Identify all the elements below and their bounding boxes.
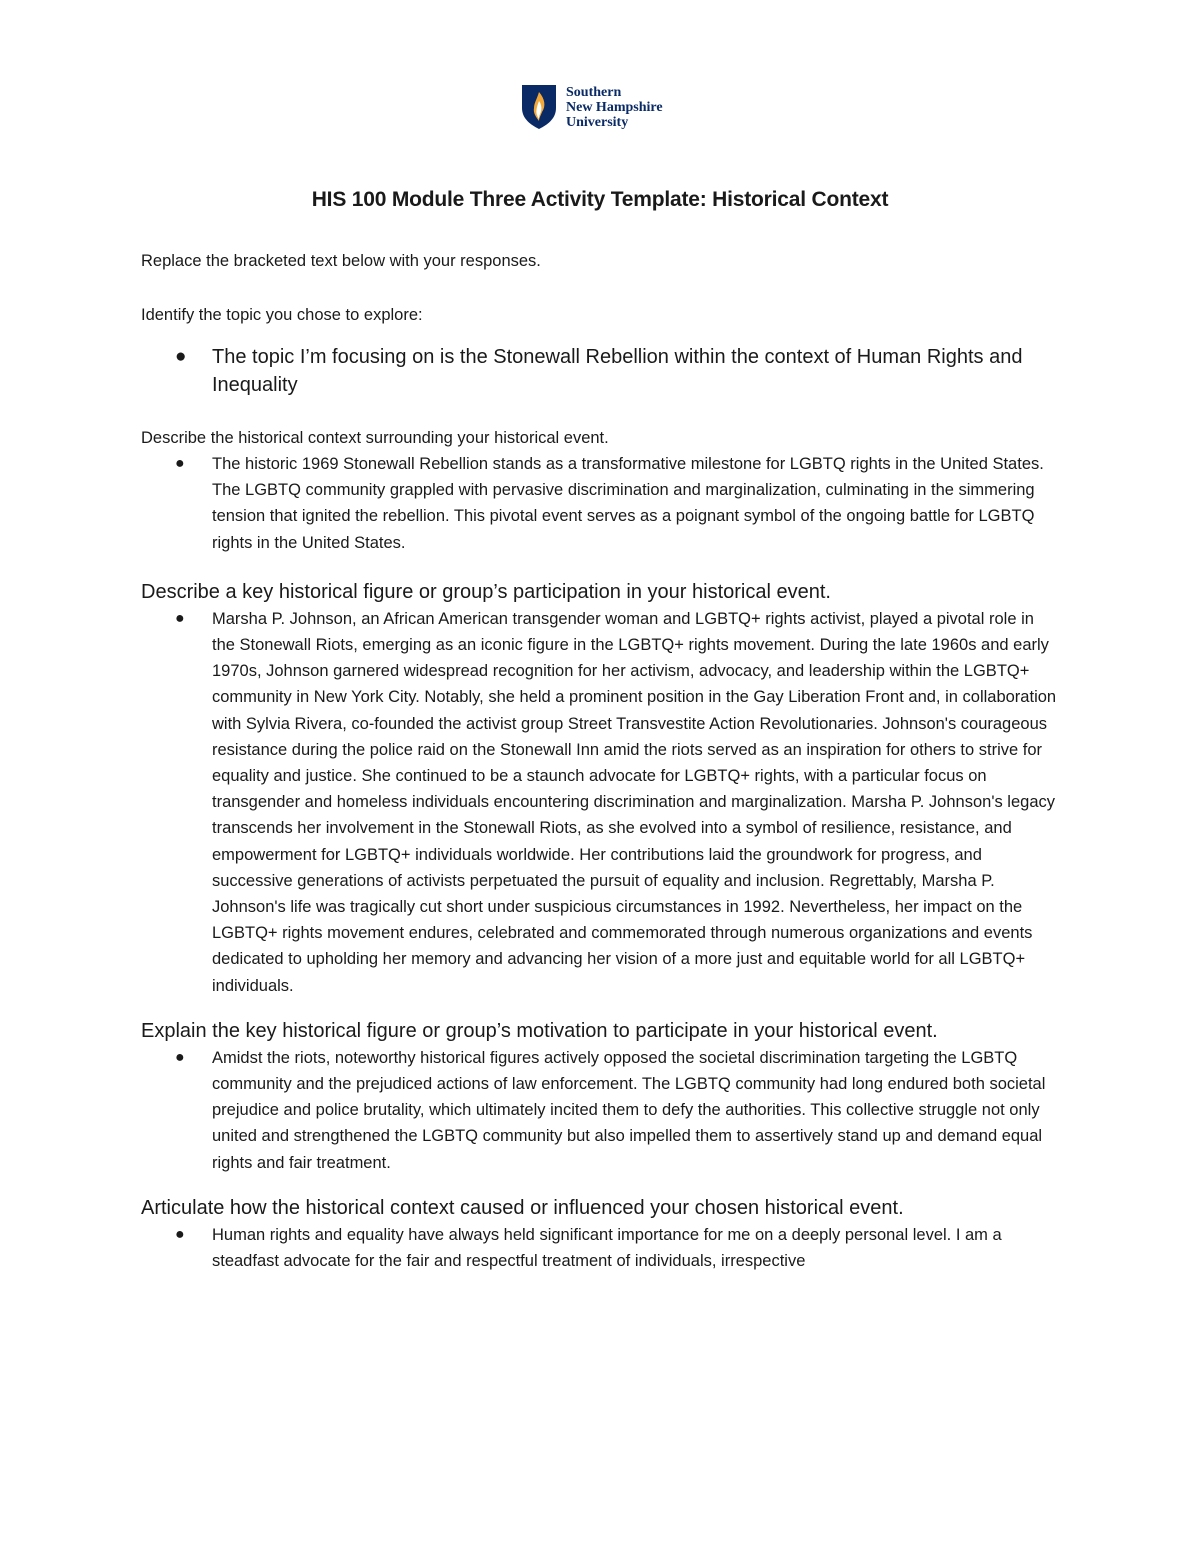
university-logo <box>521 84 691 134</box>
document-body <box>141 248 1061 1274</box>
influence-answer: Human rights and equality have always held significant importance for me on a deeply personal level. I am a steadfast advocate for the fair and respectful treatment of individuals, irrespective <box>212 1225 1002 1271</box>
context-prompt: Describe the historical context surrounding your historical event. <box>141 429 609 447</box>
motivation-list <box>141 1045 1061 1176</box>
bullet-icon: ● <box>175 609 185 627</box>
list-item <box>141 1222 1061 1274</box>
bullet-icon: ● <box>175 455 185 472</box>
figure-list <box>141 606 1061 999</box>
figure-answer: Marsha P. Johnson, an African American transgender woman and LGBTQ+ rights activist, played a pivotal role in the Stonewall Riots, emerging as an iconic figure in the LGBTQ+ rights movement. During the late 1960s and early 1970s, Johnson garnered widespread recognition for her activism, advocacy, and leadership within the LGBTQ+ community in New York City. Notably, she held a prominent position in the Gay Liberation Front and, in collaboration with Sylvia Rivera, co-founded the activist group Street Transvestite Action Revolutionaries. Johnson's courageous resistance during the police raid on the Stonewall Inn amid the riots served as an inspiration for others to strive for equality and justice. She continued to be a staunch advocate for LGBTQ+ rights, with a particular focus on transgender and homeless individuals encountering discrimination and marginalization. Marsha P. Johnson's legacy transcends her involvement in the Stonewall Riots, as she evolved into a symbol of resilience, resistance, and empowerment for LGBTQ+ individuals worldwide. Her contributions laid the groundwork for progress, and successive generations of activists perpetuated the pursuit of equality and inclusion. Regrettably, Marsha P. Johnson's life was tragically cut short under suspicious circumstances in 1992. Nevertheless, her impact on the LGBTQ+ rights movement endures, celebrated and commemorated through numerous organizations and events dedicated to upholding her memory and advancing her vision of a more just and equitable world for all LGBTQ+ individuals. <box>212 609 1057 995</box>
shield-flame-icon <box>521 84 557 130</box>
logo-line-1: Southern <box>566 85 622 100</box>
logo-line-3: University <box>566 115 629 130</box>
topic-list <box>141 343 1061 399</box>
topic-prompt: Identify the topic you chose to explore: <box>141 306 423 324</box>
bullet-icon: ● <box>175 1225 185 1243</box>
list-item <box>141 606 1061 999</box>
influence-prompt: Articulate how the historical context caused or influenced your chosen historical event. <box>141 1196 904 1219</box>
list-item <box>141 451 1061 556</box>
motivation-answer: Amidst the riots, noteworthy historical figures actively opposed the societal discrimination targeting the LGBTQ community and the prejudiced actions of law enforcement. The LGBTQ community had long endured both societal prejudice and police brutality, which ultimately incited them to defy the authorities. This collective struggle not only united and strengthened the LGBTQ community but also impelled them to assertively stand up and demand equal rights and fair treatment. <box>212 1048 1046 1172</box>
influence-list <box>141 1222 1061 1274</box>
bullet-icon: ● <box>175 346 187 367</box>
topic-answer: The topic I’m focusing on is the Stonewall Rebellion within the context of Human Rights and Inequality <box>212 346 1023 396</box>
motivation-prompt: Explain the key historical figure or group’s motivation to participate in your historical event. <box>141 1019 938 1042</box>
context-answer: The historic 1969 Stonewall Rebellion stands as a transformative milestone for LGBTQ rights in the United States. The LGBTQ community grappled with pervasive discrimination and marginalization, culminating in the simmering tension that ignited the rebellion. This pivotal event serves as a poignant symbol of the ongoing battle for LGBTQ rights in the United States. <box>212 455 1044 552</box>
university-wordmark <box>566 85 663 130</box>
list-item <box>141 343 1061 399</box>
context-list <box>141 451 1061 556</box>
bullet-icon: ● <box>175 1048 185 1066</box>
logo-line-2: New Hampshire <box>566 100 663 115</box>
document-title: HIS 100 Module Three Activity Template: Historical Context <box>311 188 889 211</box>
list-item <box>141 1045 1061 1176</box>
figure-prompt: Describe a key historical figure or group’s participation in your historical event. <box>141 580 831 603</box>
instructions-text: Replace the bracketed text below with your responses. <box>141 252 541 270</box>
